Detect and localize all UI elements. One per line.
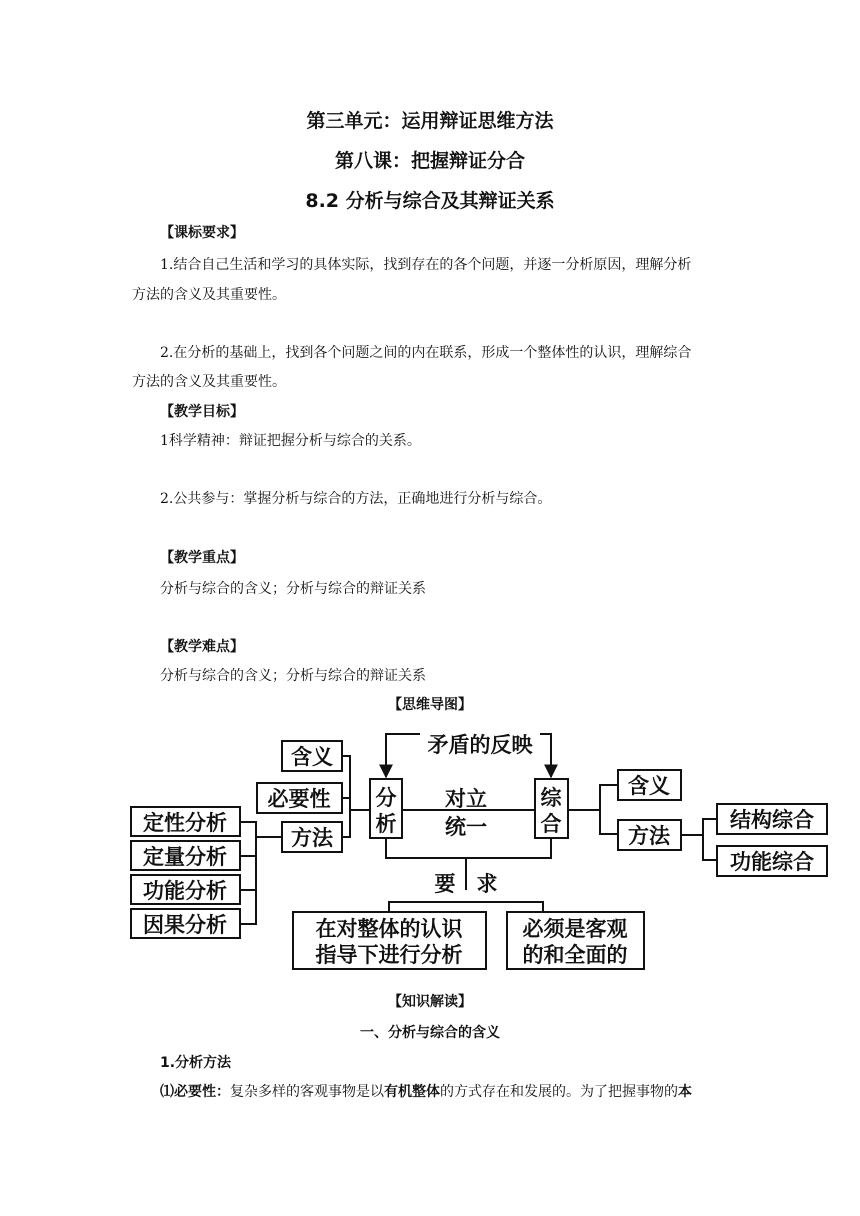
p1-bold-1: 有机整体 bbox=[384, 1084, 440, 1100]
reading-subheading: 一、分析与综合的含义 bbox=[360, 1025, 500, 1041]
label-left-method: 方法 bbox=[291, 826, 333, 850]
label-req-right-1: 必须是客观 bbox=[522, 917, 628, 941]
label-left-meaning: 含义 bbox=[291, 745, 333, 769]
label-left-necessity: 必要性 bbox=[267, 787, 331, 811]
label-synthesis-1: 综 bbox=[540, 786, 562, 810]
goals-2: 2.公共参与：掌握分析与综合的方法，正确地进行分析与综合。 bbox=[160, 491, 552, 507]
section-title: 8.2 分析与综合及其辩证关系 bbox=[305, 190, 555, 212]
goals-1: 1科学精神：辩证把握分析与综合的关系。 bbox=[160, 433, 421, 449]
label-center-1: 对立 bbox=[445, 787, 487, 811]
hard-heading: 【教学难点】 bbox=[160, 639, 244, 655]
label-s2: 功能综合 bbox=[730, 850, 814, 874]
hard-text: 分析与综合的含义；分析与综合的辩证关系 bbox=[160, 668, 426, 684]
goals-heading: 【教学目标】 bbox=[160, 404, 244, 420]
lesson-title: 第八课：把握辩证分合 bbox=[334, 150, 525, 172]
key-text: 分析与综合的含义；分析与综合的辩证关系 bbox=[160, 581, 426, 597]
reading-heading: 【知识解读】 bbox=[388, 994, 472, 1010]
label-s1: 结构综合 bbox=[730, 808, 814, 832]
unit-title: 第三单元：运用辩证思维方法 bbox=[306, 110, 554, 132]
label-right-method: 方法 bbox=[628, 824, 670, 848]
label-analysis-1: 分 bbox=[375, 786, 397, 810]
standards-2b: 方法的含义及其重要性。 bbox=[132, 374, 286, 390]
label-synthesis-2: 合 bbox=[540, 812, 562, 836]
label-m3: 功能分析 bbox=[143, 879, 227, 903]
key-heading: 【教学重点】 bbox=[160, 550, 244, 566]
label-req-left-1: 在对整体的认识 bbox=[315, 917, 463, 941]
label-m4: 因果分析 bbox=[143, 913, 227, 937]
paragraph-1 bbox=[160, 1081, 692, 1101]
standards-2a: 2.在分析的基础上，找到各个问题之间的内在联系，形成一个整体性的认识，理解综合 bbox=[160, 345, 692, 361]
p1-text-a: 复杂多样的客观事物是以 bbox=[230, 1084, 384, 1100]
label-req-left-2: 指导下进行分析 bbox=[315, 943, 463, 967]
standards-heading: 【课标要求】 bbox=[160, 225, 244, 241]
p1-bold-2: 本 bbox=[678, 1084, 692, 1100]
p1-text-b: 的方式存在和发展的。为了把握事物的 bbox=[440, 1084, 678, 1100]
mind-map-diagram bbox=[120, 722, 840, 977]
label-analysis-2: 析 bbox=[375, 812, 397, 836]
standards-1b: 方法的含义及其重要性。 bbox=[132, 287, 286, 303]
label-m2: 定量分析 bbox=[143, 845, 227, 869]
standards-1a: 1.结合自己生活和学习的具体实际，找到存在的各个问题，并逐一分析原因，理解分析 bbox=[160, 257, 692, 273]
label-top: 矛盾的反映 bbox=[427, 733, 533, 757]
label-m1: 定性分析 bbox=[143, 811, 227, 835]
mindmap-heading: 【思维导图】 bbox=[388, 697, 472, 713]
label-req: 要 求 bbox=[434, 872, 498, 896]
label-center-2: 统一 bbox=[445, 815, 487, 839]
p1-label: ⑴必要性： bbox=[160, 1084, 230, 1100]
label-req-right-2: 的和全面的 bbox=[522, 943, 628, 967]
label-right-meaning: 含义 bbox=[628, 774, 670, 798]
item-1-heading: 1.分析方法 bbox=[160, 1055, 232, 1071]
